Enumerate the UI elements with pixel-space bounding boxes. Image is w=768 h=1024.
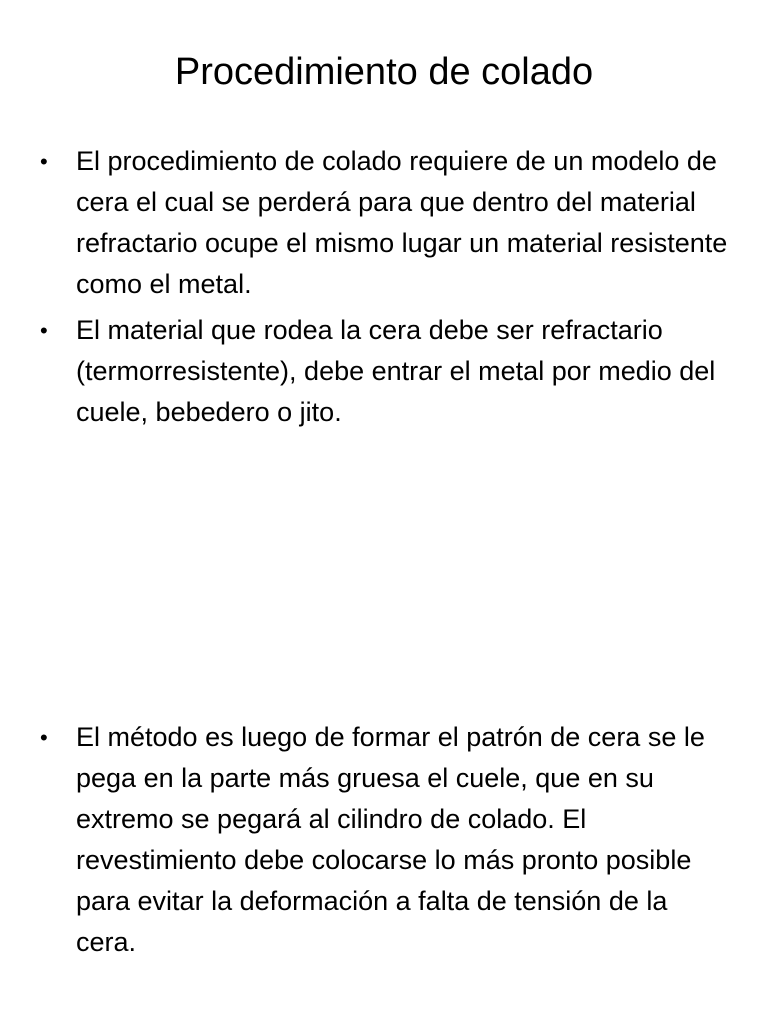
bullet-list [38,717,728,968]
bullet-item [38,717,728,963]
bullet-icon: • [40,318,48,343]
bullet-text: El método es luego de formar el patrón de cera se le pega en la parte más gruesa el cuele, que en su extremo se pegará al cilindro de colado. El revestimiento debe colocarse lo más pronto posible para evitar la deformación a falta de tensión de la cera. [76,722,705,957]
bullet-item [38,141,728,305]
bullet-list [38,141,728,438]
bullet-icon: • [40,149,48,174]
bullet-text: El material que rodea la cera debe ser refractario (termorresistente), debe entrar el metal por medio del cuele, bebedero o jito. [76,315,716,427]
slide-title: Procedimiento de colado [174,51,594,93]
bullet-item [38,310,728,433]
bullet-icon: • [40,725,48,750]
bullet-text: El procedimiento de colado requiere de un modelo de cera el cual se perderá para que dentro del material refractario ocupe el mismo lugar un material resistente como el metal. [76,146,728,299]
